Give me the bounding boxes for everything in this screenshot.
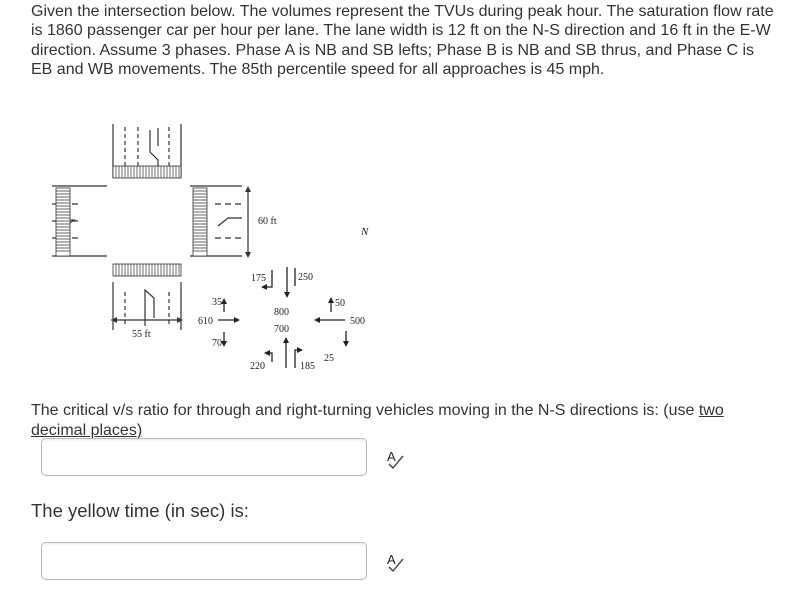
ns-width-label: 60 ft [258, 216, 277, 227]
volume-nb-through: 700 [274, 324, 289, 335]
north-label: N [361, 226, 369, 238]
question-1-text [31, 401, 771, 440]
volume-sb-left: 250 [298, 272, 313, 283]
question-1-prompt: The critical v/s ratio for through and right-turning vehicles moving in the N-S directions is: (use [31, 402, 699, 419]
ew-width-label: 55 ft [132, 329, 151, 340]
spell-check-icon[interactable] [384, 551, 406, 573]
volume-nb-left: 220 [250, 361, 265, 372]
volume-wb-left: 50 [335, 298, 345, 309]
volume-eb-through: 610 [198, 316, 213, 327]
spell-check-icon[interactable] [384, 448, 406, 470]
volume-eb-left: 35 [212, 297, 222, 308]
question-1-precision-note: two decimal places) [31, 402, 724, 439]
svg-text:A: A [387, 449, 396, 464]
intersection-diagram [50, 122, 380, 382]
question-1-answer-input[interactable] [41, 438, 367, 476]
volume-sb-right: 175 [251, 273, 266, 284]
volume-eb-right: 70 [212, 338, 222, 349]
volume-wb-right: 25 [324, 353, 334, 364]
problem-statement: Given the intersection below. The volumes represent the TVUs during peak hour. The saturation flow rate is 1860 passenger car per hour per lane. The lane width is 12 ft on the N-S direction and 16 ft in the E-W direction. Assume 3 phases. Phase A is NB and SB lefts; Phase B is NB and SB thrus, and Phase C is EB and WB movements. The 85th percentile speed for all approaches is 45 mph. [31, 3, 774, 78]
question-2-text: The yellow time (in sec) is: [31, 500, 249, 521]
volume-nb-right: 185 [300, 361, 315, 372]
volume-wb-through: 500 [350, 316, 365, 327]
question-2-answer-input[interactable] [41, 542, 367, 580]
volume-sb-through: 800 [274, 307, 289, 318]
svg-text:A: A [387, 552, 396, 567]
